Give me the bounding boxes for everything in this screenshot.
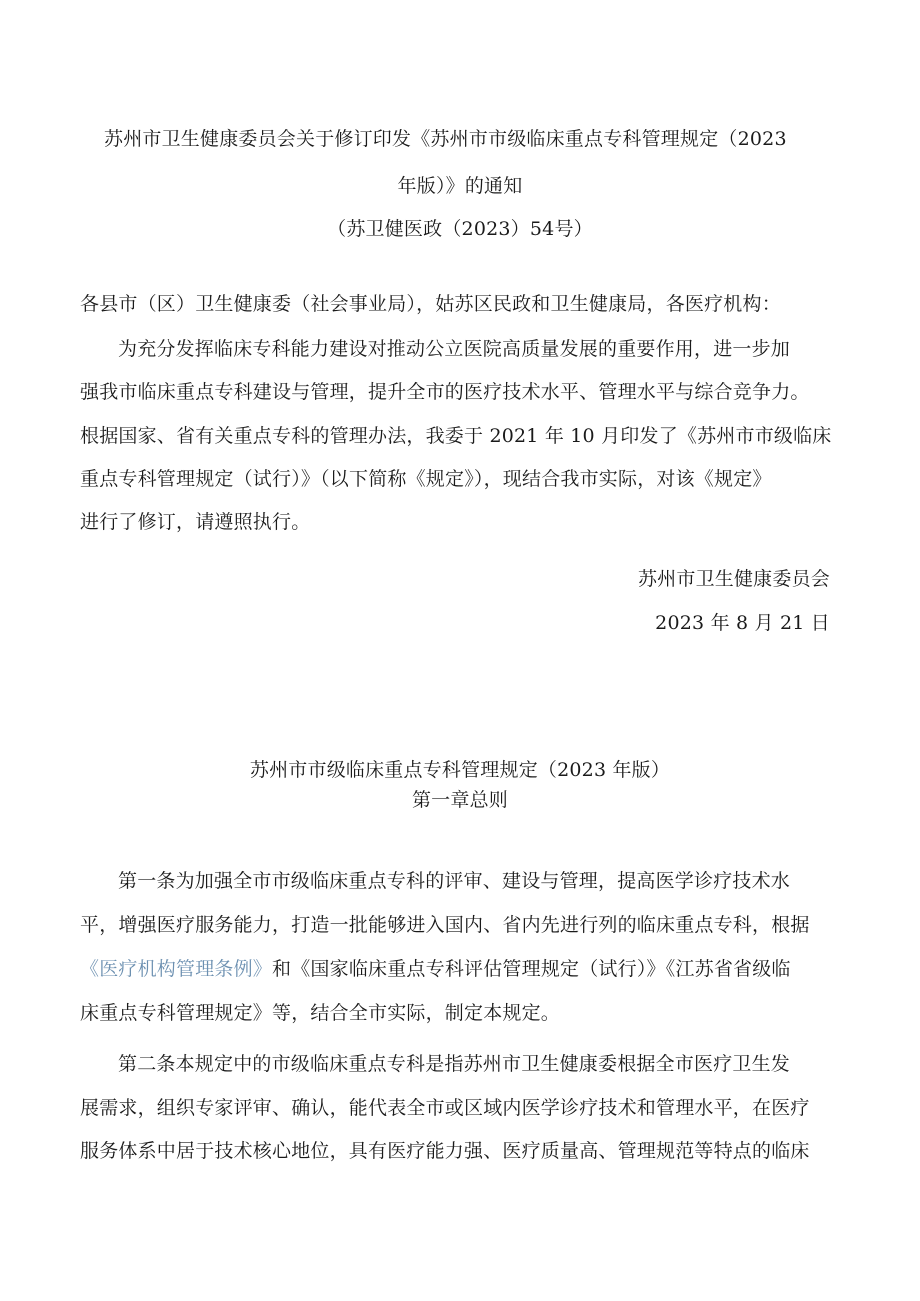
article2-line: 服务体系中居于技术核心地位，具有医疗能力强、医疗质量高、管理规范等特点的临床 — [80, 1140, 810, 1162]
article1-line3-text: 和《国家临床重点专科评估管理规定（试行）》《江苏省省级临 — [272, 958, 791, 980]
notice-body-line: 为充分发挥临床专科能力建设对推动公立医院高质量发展的重要作用，进一步加 — [118, 338, 791, 360]
notice-title-line2: 年版）》的通知 — [397, 175, 523, 197]
notice-title-line1: 苏州市卫生健康委员会关于修订印发《苏州市市级临床重点专科管理规定（2023 — [104, 128, 787, 150]
regulation-link[interactable]: 《医疗机构管理条例》 — [80, 958, 273, 980]
article1-line: 第一条为加强全市市级临床重点专科的评审、建设与管理，提高医学诊疗技术水 — [118, 870, 791, 892]
regulation-title: 苏州市市级临床重点专科管理规定（2023 年版） — [249, 759, 671, 781]
chapter-title: 第一章总则 — [411, 789, 508, 811]
article2-line: 展需求，组织专家评审、确认，能代表全市或区域内医学诊疗技术和管理水平，在医疗 — [80, 1097, 810, 1119]
notice-doc-number: （苏卫健医政（2023）54号） — [327, 218, 593, 240]
notice-body-line: 进行了修订，请遵照执行。 — [80, 511, 311, 533]
article1-line: 床重点专科管理规定》等，结合全市实际，制定本规定。 — [80, 1002, 561, 1024]
notice-addressee: 各县市（区）卫生健康委（社会事业局），姑苏区民政和卫生健康局，各医疗机构： — [80, 293, 781, 315]
article1-line3 — [80, 957, 791, 981]
notice-body-line: 重点专科管理规定（试行）》（以下简称《规定》），现结合我市实际，对该《规定》 — [80, 468, 772, 490]
notice-signer: 苏州市卫生健康委员会 — [637, 568, 830, 590]
article2-line: 第二条本规定中的市级临床重点专科是指苏州市卫生健康委根据全市医疗卫生发 — [118, 1053, 791, 1075]
notice-date: 2023 年 8 月 21 日 — [655, 612, 830, 634]
article1-line: 平，增强医疗服务能力，打造一批能够进入国内、省内先进行列的临床重点专科，根据 — [80, 914, 810, 936]
notice-body-line: 强我市临床重点专科建设与管理，提升全市的医疗技术水平、管理水平与综合竞争力。 — [80, 381, 810, 403]
notice-body-line: 根据国家、省有关重点专科的管理办法，我委于 2021 年 10 月印发了《苏州市市级临床 — [80, 425, 832, 447]
